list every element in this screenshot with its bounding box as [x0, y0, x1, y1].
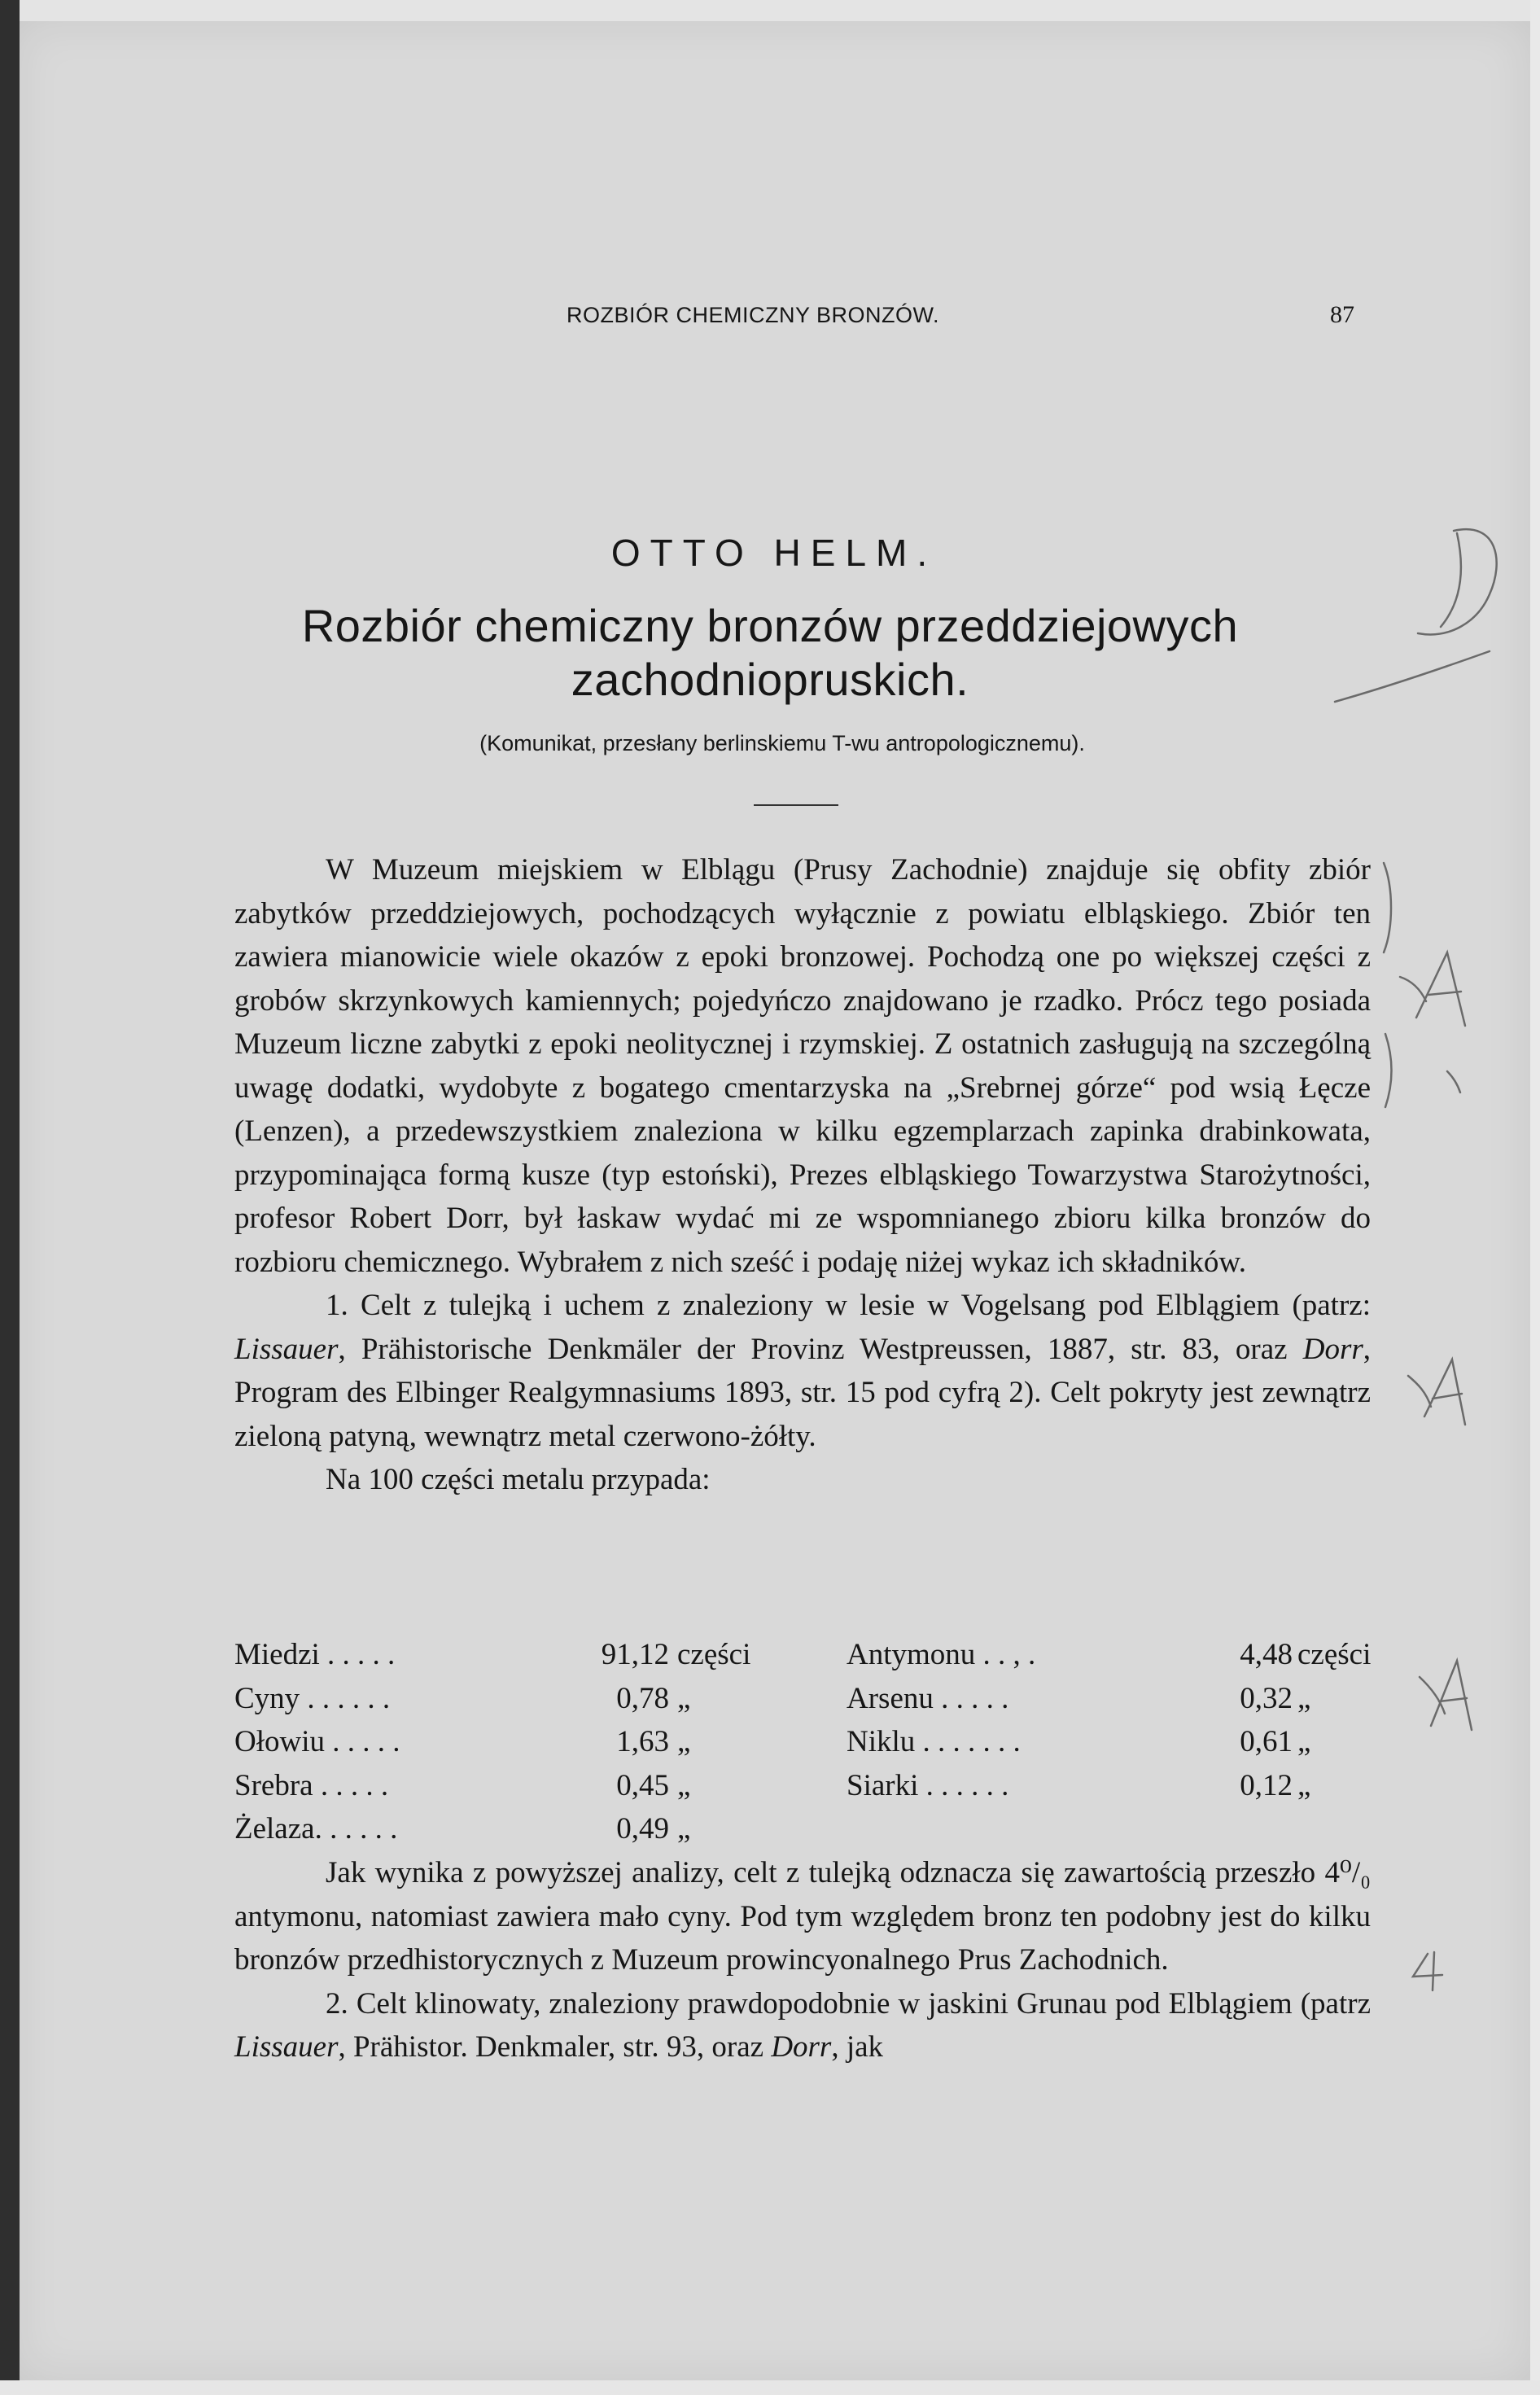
element-value: 91,12 [601, 1638, 669, 1671]
element-name: Arsenu . . . . . [847, 1681, 1009, 1715]
element-unit: części [677, 1638, 751, 1671]
table-intro: Na 100 części metalu przypada: [326, 1463, 711, 1496]
element-value: 0,49 [616, 1812, 669, 1846]
pencil-mark-a1 [1400, 952, 1465, 1026]
pencil-mark-tick [1447, 1071, 1460, 1092]
item1-citation-author-2: Dorr [1302, 1332, 1363, 1366]
pencil-mark-a3 [1420, 1661, 1472, 1730]
element-unit: „ [677, 1812, 691, 1846]
pencil-mark-bracket [1384, 863, 1392, 1107]
element-name: Miedzi . . . . . [234, 1638, 396, 1671]
running-head: ROZBIÓR CHEMICZNY BRONZÓW. [567, 303, 940, 327]
pencil-mark-a2 [1408, 1360, 1465, 1425]
element-value: 0,32 [1240, 1681, 1293, 1715]
element-value: 0,78 [616, 1681, 669, 1715]
element-value: 1,63 [616, 1725, 669, 1758]
item2-lead: 2. Celt klinowaty, znaleziony prawdopodobnie w jaskini Grunau pod Elblągiem (patrz [326, 1986, 1371, 2021]
element-name: Cyny . . . . . . [234, 1681, 391, 1715]
element-value: 0,12 [1240, 1768, 1293, 1802]
element-unit: „ [677, 1725, 691, 1758]
element-value: 0,45 [616, 1768, 669, 1802]
element-value: 0,61 [1240, 1725, 1293, 1758]
element-name: Srebra . . . . . [234, 1768, 389, 1802]
element-name: Antymonu . . , . [847, 1638, 1036, 1671]
element-name: Ołowiu . . . . . [234, 1725, 400, 1758]
item2-citation-author-1: Lissauer [234, 2030, 339, 2064]
element-unit: części [1297, 1638, 1372, 1671]
paragraph-analysis: Jak wynika z powyższej analizy, celt z tulejką odznacza się zawartością przeszło 4⁰/₀ antymonu, natomiast zawiera mało cyny. Pod tym względem bronz ten podobny jest do kilku bronzów przedhistorycznych z Muzeum prowincyonalnego Prus Zachodnich. [234, 1856, 1371, 1977]
article-subtitle: (Komunikat, przesłany berlinskiemu T-wu antropologicznemu). [479, 731, 1085, 755]
title-line-1: Rozbiór chemiczny bronzów przeddziejowych [301, 600, 1239, 651]
item2-mid: , Prähistor. Denkmaler, str. 93, oraz [338, 2030, 772, 2064]
item1-lead: 1. Celt z tulejką i uchem z znaleziony w lesie w Vogelsang pod Elblągiem (patrz: [326, 1289, 1371, 1322]
pencil-mark-d [1418, 529, 1497, 634]
item1-citation-author-1: Lissauer [234, 1332, 339, 1366]
title-line-2: zachodniopruskich. [571, 654, 969, 705]
page-number: 87 [1330, 301, 1354, 328]
element-unit: „ [1297, 1768, 1311, 1802]
pencil-mark-4 [1413, 1952, 1442, 1990]
element-unit: „ [1297, 1725, 1311, 1758]
element-value: 4,48 [1240, 1638, 1293, 1671]
element-name: Niklu . . . . . . . [847, 1725, 1021, 1758]
element-name: Żelaza. . . . . . [234, 1812, 398, 1846]
element-name: Siarki . . . . . . [847, 1768, 1009, 1802]
pencil-mark-stroke [1335, 651, 1490, 702]
element-unit: „ [1297, 1681, 1311, 1715]
element-unit: „ [677, 1768, 691, 1802]
item1-tail: , Program des Elbinger Realgymnasiums 1893, str. 15 pod cyfrą 2). Celt pokryty jest zewnątrz zieloną patyną, wewnątrz metal czerwono-żółty. [234, 1332, 1371, 1453]
item2-citation-author-2: Dorr [771, 2030, 832, 2064]
element-unit: „ [677, 1681, 691, 1715]
item1-mid: , Prähistorische Denkmäler der Provinz Westpreussen, 1887, str. 83, oraz [338, 1332, 1303, 1366]
paragraph-intro: W Muzeum miejskiem w Elblągu (Prusy Zachodnie) znajduje się obfity zbiór zabytków przeddziejowych, pochodzących wyłącznie z powiatu elbląskiego. Zbiór ten zawiera mianowicie wiele okazów z epoki bronzowej. Pochodzą one po większej części z grobów skrzynkowych kamiennych; pojedyńczo znajdowano je rzadko. Prócz tego posiada Muzeum liczne zabytki z epoki neolitycznej i rzymskiej. Z ostatnich zasługują na szczególną uwagę dodatki, wydobyte z bogatego cmentarzyska na „Srebrnej górze“ pod wsią Łęcze (Lenzen), a przedewszystkiem znaleziona w kilku egzemplarzach zapinka drabinkowata, przypominająca formą kusze (typ estoński), Prezes elbląskiego Towarzystwa Starożytności, profesor Robert Dorr, był łaskaw wydać mi ze wspomnianego zbioru kilka bronzów do rozbioru chemicznego. Wybrałem z nich sześć i podaję niżej wykaz ich składników. [234, 853, 1371, 1279]
item2-tail: , jak [831, 2030, 884, 2064]
author-name: OTTO HELM. [610, 532, 938, 574]
